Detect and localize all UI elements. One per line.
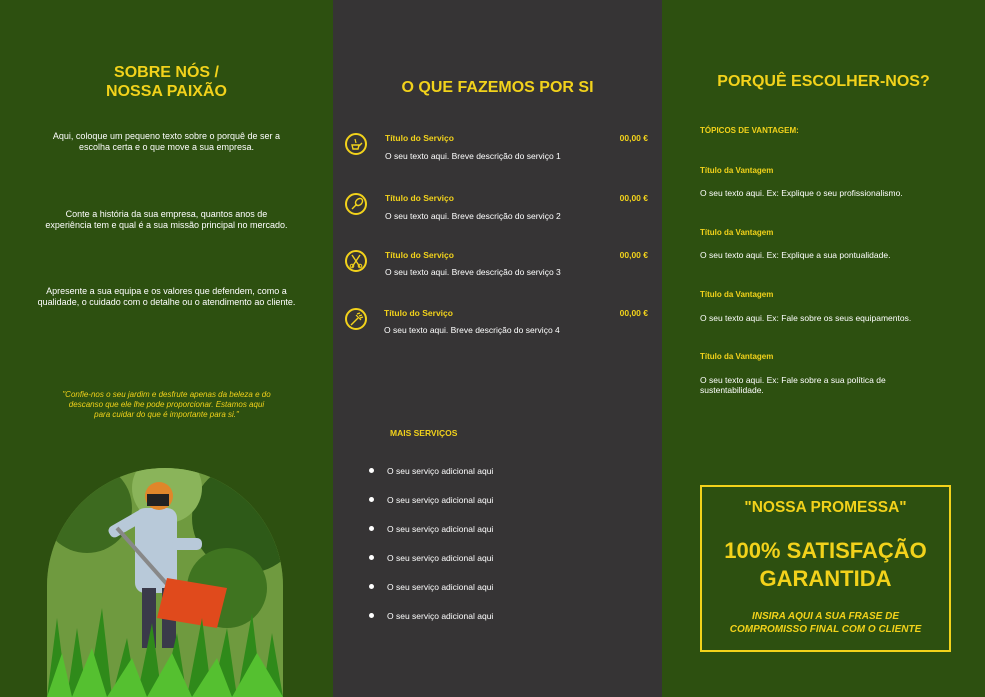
bullet-icon [369,468,374,473]
about-quote-line2: descanso que ele lhe pode proporcionar. Estamos aqui [68,400,265,409]
topics-label: TÓPICOS DE VANTAGEM: [700,126,799,135]
service-4-title: Título do Serviço [384,308,453,318]
about-paragraph-2-line1: Conte a história da sua empresa, quantos anos de [65,209,268,219]
promise-box [700,485,951,652]
gardener-photo [47,468,283,697]
service-3-description: O seu texto aqui. Breve descrição do serviço 3 [385,267,561,277]
advantage-1-text: O seu texto aqui. Ex: Explique o seu profissionalismo. [700,188,903,198]
advantage-4-text-line2: sustentabilidade. [700,385,764,395]
shovel-icon [345,193,367,215]
about-paragraph-2-line2: experiência tem e qual é a sua missão principal no mercado. [45,220,288,230]
promise-heading: "NOSSA PROMESSA" [744,499,907,516]
service-4-description: O seu texto aqui. Breve descrição do serviço 4 [384,325,560,335]
promise-subtext-line2: COMPROMISSO FINAL COM O CLIENTE [729,624,922,635]
bullet-icon [369,584,374,589]
service-3-title: Título do Serviço [385,250,454,260]
about-panel [0,0,333,697]
service-3-price: 00,00 € [619,250,648,260]
promise-guarantee [702,537,949,593]
about-title-line2: NOSSA PAIXÃO [106,83,227,100]
about-paragraph-3 [20,286,313,308]
advantage-3-text: O seu texto aqui. Ex: Fale sobre os seus equipamentos. [700,313,912,323]
service-2-title: Título do Serviço [385,193,454,203]
more-service-item: O seu serviço adicional aqui [387,495,494,505]
bullet-icon [369,613,374,618]
advantage-3-title: Título da Vantagem [700,290,774,299]
more-service-item: O seu serviço adicional aqui [387,466,494,476]
service-1-price: 00,00 € [619,133,648,143]
service-1-title: Título do Serviço [385,133,454,143]
advantage-2-text: O seu texto aqui. Ex: Explique a sua pontualidade. [700,250,891,260]
service-2-price: 00,00 € [619,193,648,203]
about-paragraph-3-line2: qualidade, o cuidado com o detalhe ou o atendimento ao cliente. [37,297,296,307]
services-panel [333,0,662,697]
bullet-icon [369,497,374,502]
rake-icon [345,308,367,330]
advantage-4-text [700,375,930,395]
services-title: O QUE FAZEMOS POR SI [401,79,594,96]
about-paragraph-2 [20,209,313,231]
about-paragraph-1 [20,131,313,153]
about-paragraph-1-line1: Aqui, coloque um pequeno texto sobre o porquê de ser a [52,131,281,141]
more-services-title: MAIS SERVIÇOS [390,428,458,438]
about-quote [30,390,303,420]
about-paragraph-1-line2: escolha certa e o que move a sua empresa. [78,142,255,152]
more-service-item: O seu serviço adicional aqui [387,524,494,534]
bullet-icon [369,526,374,531]
about-title [0,63,333,101]
about-quote-line3: para cuidar do que é importante para si." [94,410,239,419]
gardener-illustration [47,468,283,697]
about-quote-line1: "Confie-nos o seu jardim e desfrute apenas da beleza e do [62,390,271,399]
more-service-item: O seu serviço adicional aqui [387,553,494,563]
promise-guarantee-line2: GARANTIDA [759,566,892,591]
advantage-1-title: Título da Vantagem [700,166,774,175]
more-service-item: O seu serviço adicional aqui [387,611,494,621]
pruning-shears-icon [345,250,367,272]
service-1-description: O seu texto aqui. Breve descrição do serviço 1 [385,151,561,161]
service-4-price: 00,00 € [619,308,648,318]
about-paragraph-3-line1: Apresente a sua equipa e os valores que defendem, como a [46,286,287,296]
watering-can-icon [345,133,367,155]
about-title-line1: SOBRE NÓS / [114,64,219,81]
advantage-4-title: Título da Vantagem [700,352,774,361]
advantage-4-text-line1: O seu texto aqui. Ex: Fale sobre a sua política de [700,375,886,385]
service-2-description: O seu texto aqui. Breve descrição do serviço 2 [385,211,561,221]
bullet-icon [369,555,374,560]
promise-subtext [702,610,949,636]
promise-subtext-line1: INSIRA AQUI A SUA FRASE DE [751,611,900,622]
why-title: PORQUÊ ESCOLHER-NOS? [717,73,930,90]
advantage-2-title: Título da Vantagem [700,228,774,237]
promise-guarantee-line1: 100% SATISFAÇÃO [724,538,927,563]
more-service-item: O seu serviço adicional aqui [387,582,494,592]
